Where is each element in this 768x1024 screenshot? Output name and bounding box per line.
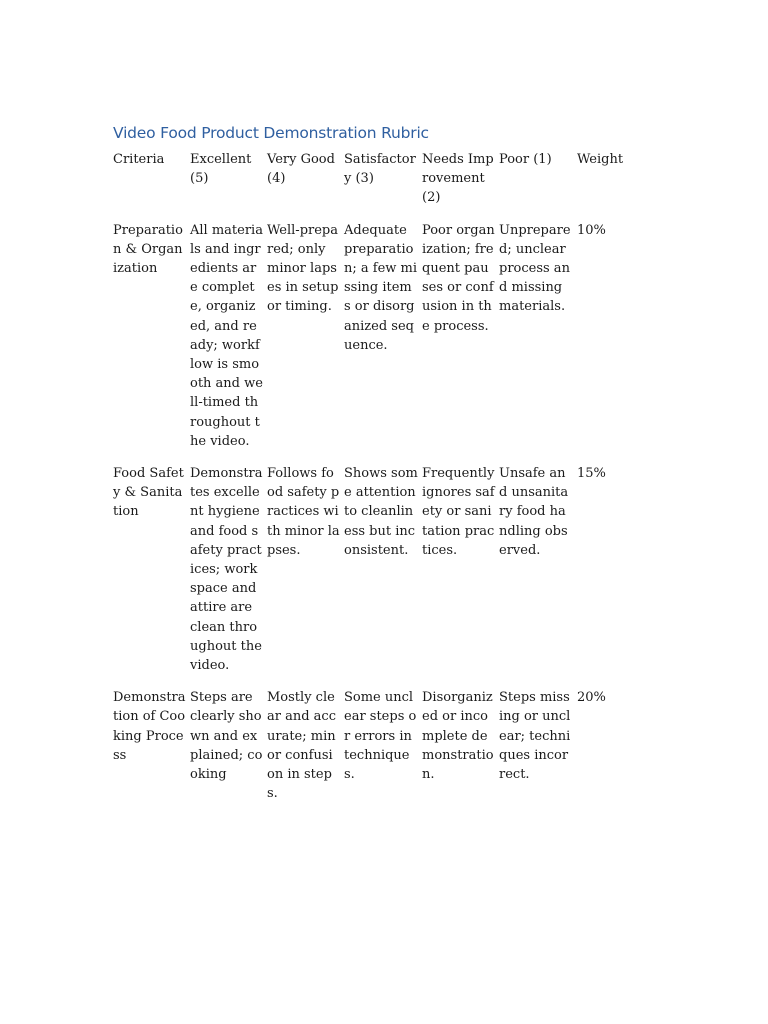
header-very-good: Very Good (4) bbox=[267, 152, 335, 187]
cell-excellent: All materials and ingredients are complete, organized, and ready; workflow is smooth and well-timed throughout the video. bbox=[190, 222, 263, 449]
cell-poor: Steps missing or unclear; techniques incorrect. bbox=[499, 690, 571, 783]
cell-very-good: Mostly clear and accurate; minor confusion in steps. bbox=[267, 690, 336, 802]
cell-satisfactory: Shows some attention to cleanliness but inconsistent. bbox=[344, 466, 418, 558]
header-criteria: Criteria bbox=[113, 152, 165, 167]
rubric-table-header bbox=[113, 150, 653, 221]
document-title: Video Food Product Demonstration Rubric bbox=[113, 124, 429, 142]
cell-excellent: Demonstrates excellent hygiene and food safety practices; workspace and attire are clean throughout the video. bbox=[190, 466, 263, 674]
table-row bbox=[113, 688, 653, 816]
cell-criteria: Demonstration of Cooking Process bbox=[113, 690, 186, 763]
cell-poor: Unsafe and unsanitary food handling observed. bbox=[499, 466, 569, 558]
table-row bbox=[113, 221, 653, 464]
cell-needs-improvement: Poor organization; frequent pauses or confusion in the process. bbox=[422, 222, 495, 334]
rubric-table-body bbox=[113, 221, 653, 817]
cell-criteria: Food Safety & Sanitation bbox=[113, 466, 184, 520]
cell-needs-improvement: Frequently ignores safety or sanitation practices. bbox=[422, 466, 495, 558]
cell-poor: Unprepared; unclear process and missing materials. bbox=[499, 222, 571, 315]
header-satisfactory: Satisfactory (3) bbox=[344, 152, 416, 187]
header-excellent: Excellent (5) bbox=[190, 152, 252, 187]
cell-very-good: Follows food safety practices with minor lapses. bbox=[267, 466, 340, 558]
table-row bbox=[113, 464, 653, 688]
cell-criteria: Preparation & Organization bbox=[113, 222, 183, 277]
cell-satisfactory: Some unclear steps or errors in techniques. bbox=[344, 690, 417, 783]
rubric-table bbox=[113, 150, 653, 817]
header-poor: Poor (1) bbox=[499, 152, 552, 167]
cell-excellent: Steps are clearly shown and explained; cooking bbox=[190, 690, 263, 783]
header-needs-improvement: Needs Improvement (2) bbox=[422, 152, 494, 206]
cell-satisfactory: Adequate preparation; a few missing items or disorganized sequence. bbox=[344, 222, 418, 353]
cell-needs-improvement: Disorganized or incomplete demonstration. bbox=[422, 690, 494, 783]
header-row bbox=[113, 150, 653, 221]
cell-very-good: Well-prepared; only minor lapses in setup or timing. bbox=[267, 222, 339, 315]
header-weight: Weight bbox=[577, 152, 624, 167]
cell-weight: 10% bbox=[577, 222, 606, 238]
cell-weight: 20% bbox=[577, 690, 606, 706]
cell-weight: 15% bbox=[577, 466, 606, 482]
